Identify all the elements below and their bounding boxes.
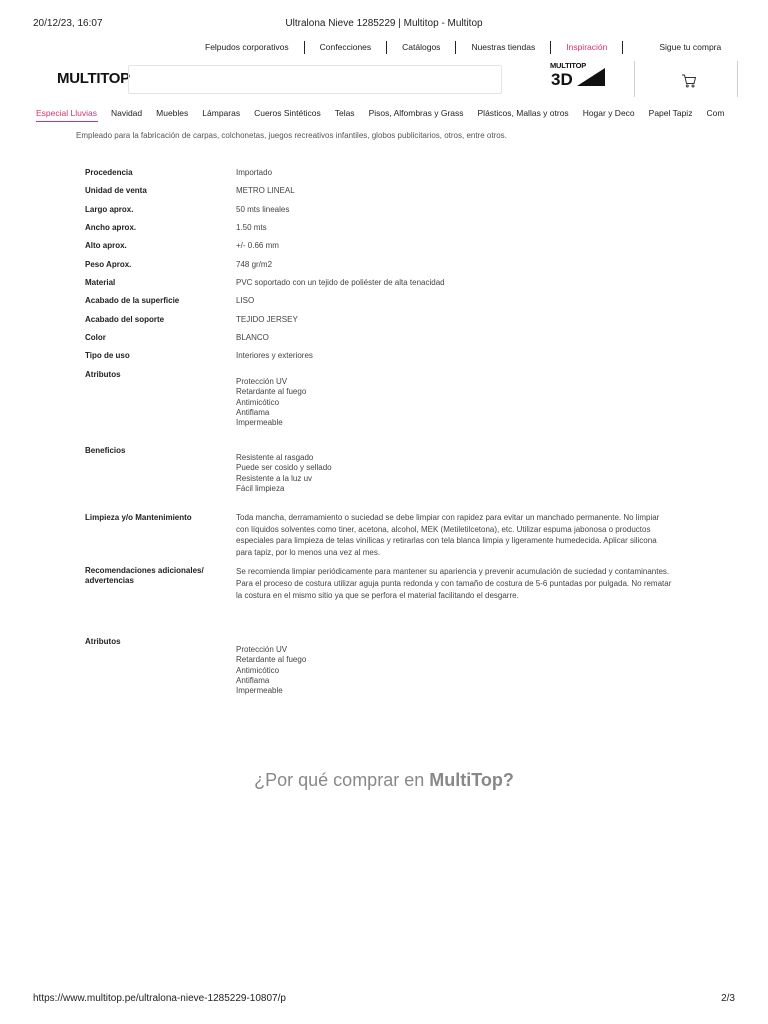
cart-icon[interactable] [681, 73, 697, 89]
logo3d-wedge [577, 68, 605, 86]
benefit-item: Fácil limpieza [236, 483, 285, 493]
category-papel-tapiz[interactable]: Papel Tapiz [648, 108, 693, 118]
top-link-sigue-compra[interactable]: Sigue tu compra [659, 42, 722, 52]
top-link-inspiracion[interactable]: Inspiración [551, 41, 623, 54]
spec-value-color: BLANCO [236, 333, 269, 342]
top-link-catalogos[interactable]: Catálogos [387, 41, 456, 54]
attribute-item: Antimicótico [236, 397, 280, 407]
attribute-item: Antiflama [236, 675, 270, 685]
spec-value-procedencia: Importado [236, 168, 273, 177]
spec-label-limpieza: Limpieza y/o Mantenimiento [85, 513, 192, 522]
spec-label-material: Material [85, 278, 116, 287]
spec-value-material: PVC soportado con un tejido de poliéster de alta tenacidad [236, 278, 445, 287]
benefit-item: Resistente al rasgado [236, 453, 314, 462]
spec-value-tipo-uso: Interiores y exteriores [236, 351, 313, 360]
spec-value-recomendaciones: Se recomienda limpiar periódicamente para mantener su apariencia y prevenir acumulación de suciedad y contaminantes. Para el proceso de costura utilizar aguja punta redonda y con tamaño de costura de 5-6 puntadas por pulgada. No rematar la costura en el mismo sitio ya que se perfora el material facilitando el desgarre. [236, 567, 672, 600]
why-buy-brand: MultiTop? [429, 770, 514, 790]
spec-label-peso: Peso Aprox. [85, 260, 132, 269]
spec-label-color: Color [85, 333, 106, 342]
category-telas[interactable]: Telas [334, 108, 355, 118]
spec-label-tipo-uso: Tipo de uso [85, 351, 130, 360]
logo3d-small-text: MULTITOP [550, 61, 587, 70]
spec-value-unidad: METRO LINEAL [236, 186, 295, 195]
spec-value-acabado-superficie: LISO [236, 296, 255, 305]
active-category-underline [36, 121, 98, 122]
category-muebles[interactable]: Muebles [156, 108, 189, 118]
attribute-item: Protección UV [236, 645, 288, 654]
why-buy-heading [0, 770, 768, 791]
category-com[interactable]: Com [706, 108, 725, 118]
spec-label-ancho: Ancho aprox. [85, 223, 137, 232]
spec-label-beneficios: Beneficios [85, 446, 126, 455]
spec-label-procedencia: Procedencia [85, 168, 133, 177]
multitop-logo[interactable]: MULTITOP [57, 70, 130, 87]
print-page-number: 2/3 [721, 993, 735, 1004]
header-divider [737, 61, 738, 97]
multitop-3d-logo[interactable] [550, 61, 608, 91]
spec-label-acabado-superficie: Acabado de la superficie [85, 296, 180, 305]
category-navidad[interactable]: Navidad [110, 108, 143, 118]
spec-value-largo: 50 mts lineales [236, 205, 290, 214]
spec-value-atributos [236, 377, 672, 428]
spec-label-recomendaciones: Recomendaciones adicionales/ advertencias [85, 566, 204, 585]
spec-value-beneficios [236, 453, 672, 494]
category-pisos[interactable]: Pisos, Alfombras y Grass [368, 108, 464, 118]
attribute-item: Protección UV [236, 377, 288, 386]
benefit-item: Puede ser cosido y sellado [236, 463, 332, 473]
spec-value-peso: 748 gr/m2 [236, 260, 273, 269]
why-buy-prefix: ¿Por qué comprar en [254, 770, 430, 790]
spec-label-atributos: Atributos [85, 370, 121, 379]
top-link-confecciones[interactable]: Confecciones [305, 41, 388, 54]
spec-value-ancho: 1.50 mts [236, 223, 267, 232]
spec-label-largo: Largo aprox. [85, 205, 134, 214]
category-hogar[interactable]: Hogar y Deco [582, 108, 635, 118]
benefit-item: Resistente a la luz uv [236, 473, 313, 483]
category-especial-lluvias[interactable]: Especial Lluvias [36, 108, 97, 118]
print-datetime: 20/12/23, 16:07 [33, 18, 103, 29]
product-description-intro: Empleado para la fabricación de carpas, colchonetas, juegos recreativos infantiles, globos publicitarios, otros, entre otros. [76, 131, 507, 140]
attribute-item: Impermeable [236, 418, 283, 428]
print-page-title: Ultralona Nieve 1285229 | Multitop - Multitop [285, 18, 483, 29]
top-link-felpudos[interactable]: Felpudos corporativos [190, 41, 305, 54]
category-nav [36, 108, 738, 118]
attribute-item: Retardante al fuego [236, 387, 307, 397]
category-lamparas[interactable]: Lámparas [202, 108, 241, 118]
spec-label-acabado-soporte: Acabado del soporte [85, 315, 165, 324]
spec-label-unidad: Unidad de venta [85, 186, 147, 195]
attribute-item: Antiflama [236, 407, 270, 417]
category-cueros[interactable]: Cueros Sintéticos [254, 108, 321, 118]
spec-value-alto: +/- 0.66 mm [236, 241, 279, 250]
spec-label-atributos-2: Atributos [85, 637, 121, 646]
spec-value-acabado-soporte: TEJIDO JERSEY [236, 315, 298, 324]
spec-value-limpieza: Toda mancha, derramamiento o suciedad se debe limpiar con rapidez para evitar un manchado permanente. No limpiar con líquidos solventes como tiner, acetona, alcohol, MEK (Metiletilcetona), etc. Utilizar espuma jabonosa o productos especiales para limpieza de telas vinílicas y retirarlas con tela blanca limpia y ligeramente humedecida. Aplicar silicona para tapiz, por lo menos una vez al mes. [236, 513, 660, 557]
spec-label-alto: Alto aprox. [85, 241, 127, 250]
top-links-bar [190, 40, 736, 55]
category-plasticos[interactable]: Plásticos, Mallas y otros [477, 108, 569, 118]
print-url: https://www.multitop.pe/ultralona-nieve-1285229-10807/p [33, 993, 286, 1004]
top-link-tiendas[interactable]: Nuestras tiendas [456, 41, 551, 54]
spec-value-atributos-2 [236, 645, 672, 696]
header-divider [634, 61, 635, 97]
search-input[interactable] [128, 65, 502, 94]
attribute-item: Impermeable [236, 686, 283, 696]
logo3d-big-text: 3D [551, 70, 573, 89]
attribute-item: Antimicótico [236, 665, 280, 675]
attribute-item: Retardante al fuego [236, 655, 307, 665]
